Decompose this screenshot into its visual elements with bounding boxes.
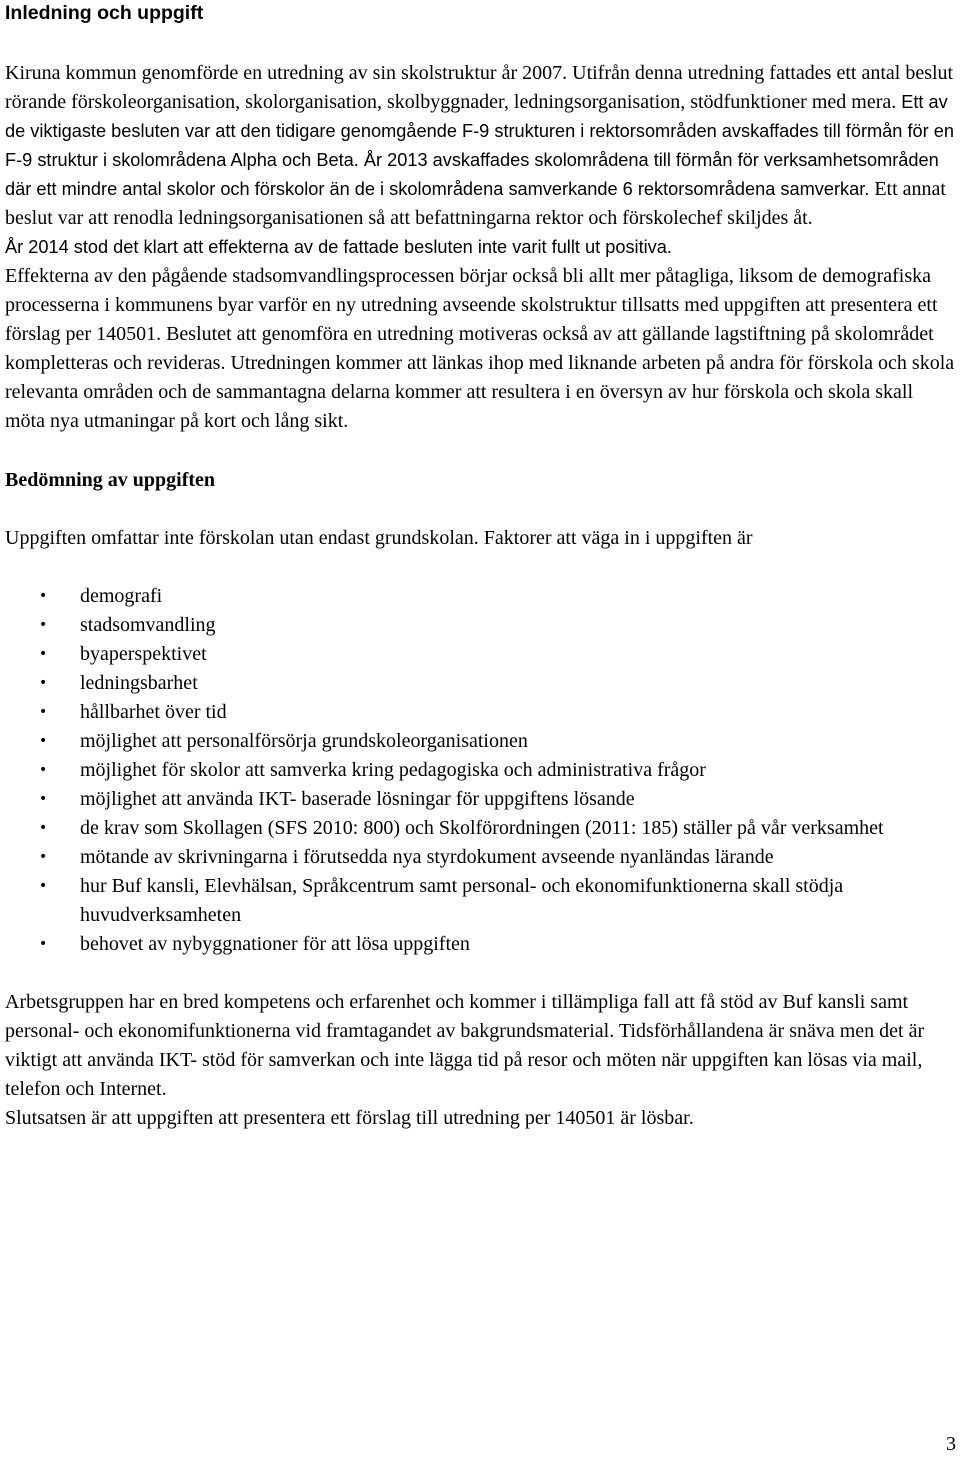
bullet-icon: • [39, 762, 48, 778]
intro-sentence-4: År 2014 stod det klart att effekterna av de fattade besluten inte varit fullt ut positiva. [5, 237, 672, 257]
factor-list-item [5, 843, 957, 872]
bullet-icon: • [39, 646, 48, 662]
document-page [5, 0, 957, 1133]
conclusion-paragraph: Slutsatsen är att uppgiften att presentera ett förslag till utredning per 140501 är lösbar. [5, 1107, 694, 1129]
factor-text: behovet av nybyggnationer för att lösa uppgiften [80, 933, 470, 955]
factor-text: hållbarhet över tid [80, 701, 227, 723]
factor-list-item [5, 930, 957, 959]
factor-list-item [5, 698, 957, 727]
bullet-icon: • [39, 733, 48, 749]
section-heading-introduction: Inledning och uppgift [5, 2, 204, 24]
factor-list-item [5, 785, 957, 814]
work-group-paragraph: Arbetsgruppen har en bred kompetens och erfarenhet och kommer i tillämpliga fall att få stöd av Buf kansli samt personal- och ekonomifunktionerna vid framtagandet av bakgrundsmaterial. Tidsförhållandena är snäva men det är viktigt att använda IKT- stöd för samverkan och inte lägga tid på resor och möten när uppgiften kan lösas via mail, telefon och Internet. [5, 991, 925, 1100]
factor-list-item [5, 640, 957, 669]
scope-paragraph: Uppgiften omfattar inte förskolan utan endast grundskolan. Faktorer att väga in i uppgiften är [5, 527, 753, 549]
factor-list [5, 582, 957, 959]
bullet-icon: • [39, 617, 48, 633]
intro-paragraph [5, 59, 957, 436]
factor-list-item [5, 611, 957, 640]
bullet-icon: • [39, 820, 48, 836]
factor-text: ledningsbarhet [80, 672, 198, 694]
bullet-icon: • [39, 791, 48, 807]
factor-text: möjlighet att använda IKT- baserade lösningar för uppgiftens lösande [80, 788, 635, 810]
intro-sentence-5: Effekterna av den pågående stadsomvandlingsprocessen börjar också bli allt mer påtagliga, liksom de demografiska processerna i kommunens byar varför en ny utredning avseende skolstruktur tillsatts med uppgiften att presentera ett förslag per 140501. Beslutet att genomföra en utredning motiveras också av att gällande lagstiftning på skolområdet kompletteras och revideras. Utredningen kommer att länkas ihop med liknande arbeten på andra för förskola och skola relevanta områden och de sammantagna delarna kommer att resultera i en översyn av hur förskola och skola skall möta nya utmaningar på kort och lång sikt. [5, 265, 955, 432]
factor-text: de krav som Skollagen (SFS 2010: 800) och Skolförordningen (2011: 185) ställer på vår verksamhet [80, 817, 884, 839]
factor-list-item [5, 872, 957, 930]
factor-text: demografi [80, 585, 163, 607]
factor-text: hur Buf kansli, Elevhälsan, Språkcentrum samt personal- och ekonomifunktionerna skall stödja huvudverksamheten [80, 875, 844, 926]
intro-sentence-3: Ett annat beslut var att renodla ledningsorganisationen så att befattningarna rektor och förskolechef skiljdes åt. [5, 178, 946, 229]
bullet-icon: • [39, 849, 48, 865]
section-heading-assessment: Bedömning av uppgiften [5, 469, 216, 491]
factor-list-item [5, 756, 957, 785]
factor-list-item [5, 727, 957, 756]
intro-sentence-2: Ett av de viktigaste besluten var att den tidigare genomgående F-9 strukturen i rektorsområden avskaffades till förmån för en F-9 struktur i skolområdena Alpha och Beta. År 2013 avskaffades skolområdena till förmån för verksamhetsområden där ett mindre antal skolor och förskolor än de i skolområdena samverkande 6 rektorsområdena samverkar. [5, 92, 954, 199]
page-number: 3 [946, 1433, 956, 1455]
intro-sentence-1: Kiruna kommun genomförde en utredning av sin skolstruktur år 2007. Utifrån denna utredning fattades ett antal beslut rörande förskoleorganisation, skolorganisation, skolbyggnader, ledningsorganisation, stödfunktioner med mera. [5, 62, 954, 113]
factor-text: möjlighet att personalförsörja grundskoleorganisationen [80, 730, 528, 752]
factor-list-item [5, 582, 957, 611]
factor-text: stadsomvandling [80, 614, 216, 636]
factor-list-item [5, 814, 957, 843]
bullet-icon: • [39, 936, 48, 952]
factor-list-item [5, 669, 957, 698]
bullet-icon: • [39, 588, 48, 604]
factor-text: mötande av skrivningarna i förutsedda nya styrdokument avseende nyanländas lärande [80, 846, 774, 868]
bullet-icon: • [39, 675, 48, 691]
bullet-icon: • [39, 878, 48, 894]
factor-text: möjlighet för skolor att samverka kring pedagogiska och administrativa frågor [80, 759, 706, 781]
factor-text: byaperspektivet [80, 643, 207, 665]
bullet-icon: • [39, 704, 48, 720]
